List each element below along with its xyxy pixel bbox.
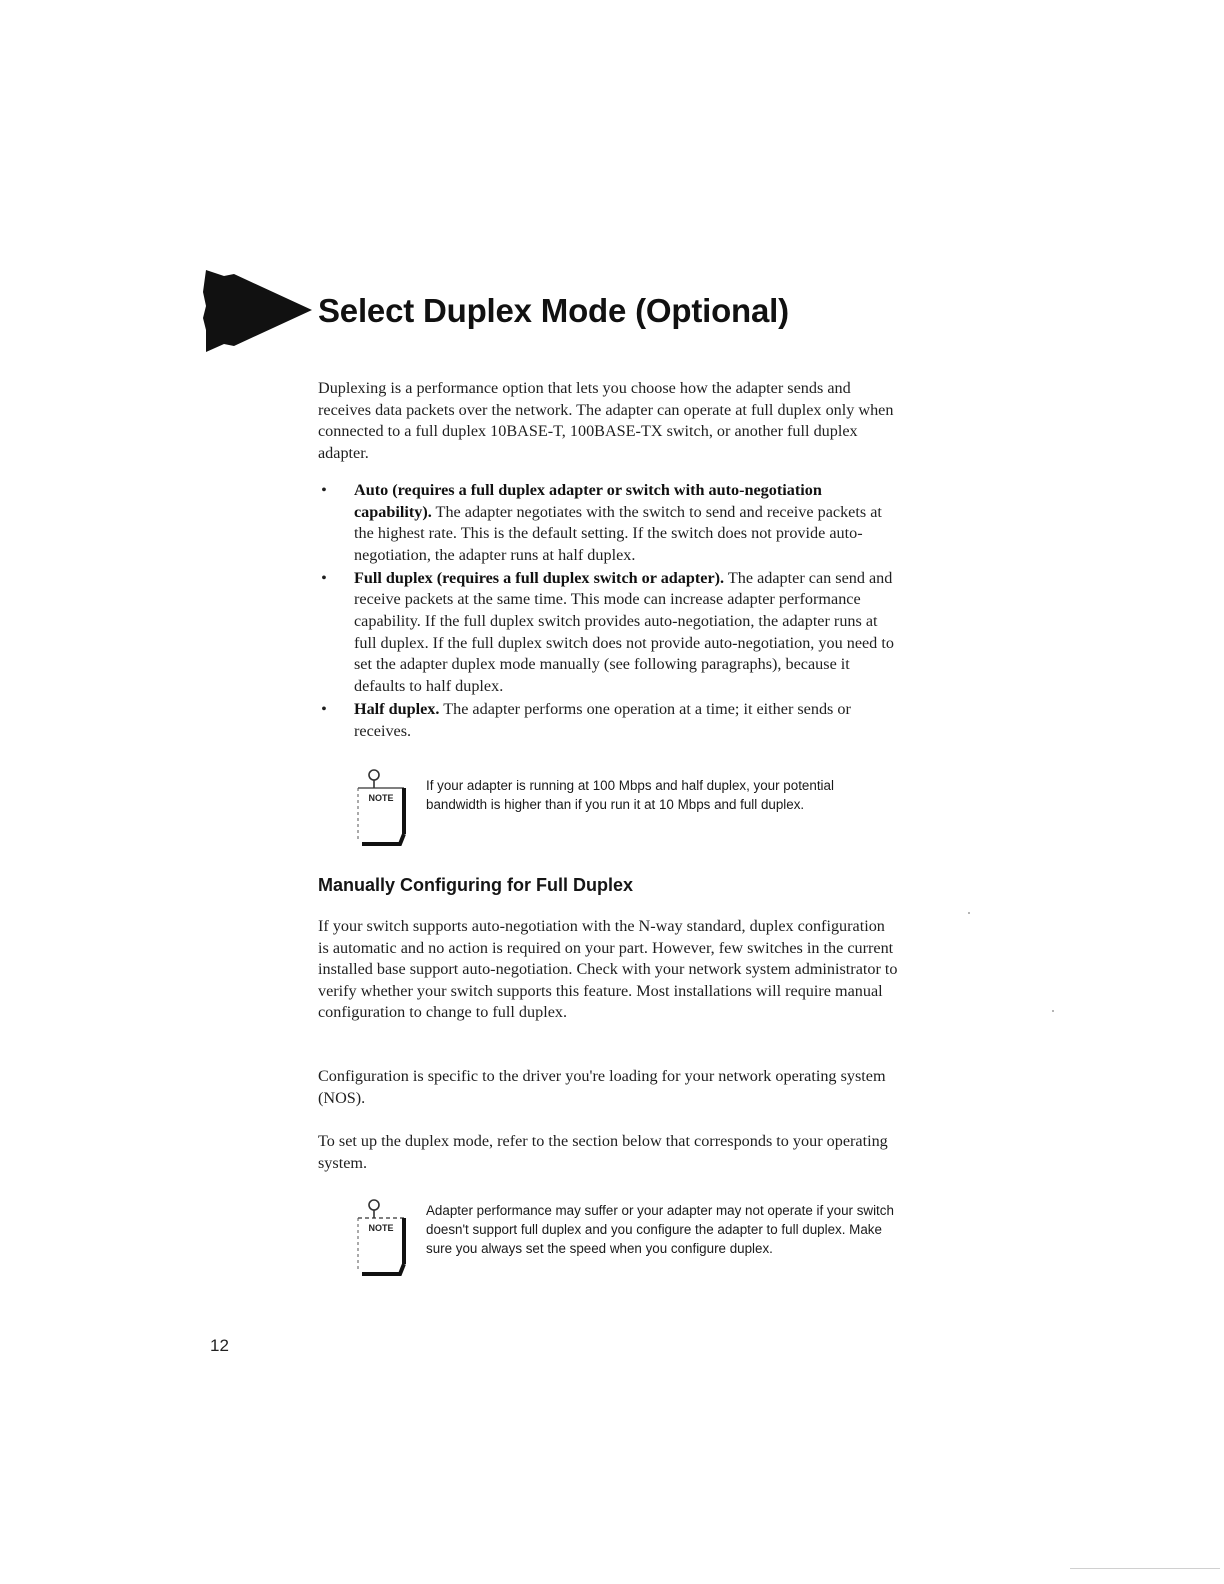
- body-paragraph: If your switch supports auto-negotiation with the N-way standard, duplex configuration is automatic and no action is required on your part. However, few switches in the current installed base support auto-negotiation. Check with your network system administrator to verify whether your switch supports this feature. Most installations will require manual configuration to change to full duplex.: [318, 917, 898, 1022]
- bullet-dot: •: [321, 568, 327, 587]
- note-text: If your adapter is running at 100 Mbps and half duplex, your potential bandwidth is higher than if you run it at 10 Mbps and full duplex.: [426, 778, 834, 812]
- scan-speck: [968, 912, 970, 914]
- note-icon-label: NOTE: [368, 793, 394, 803]
- intro-paragraph: Duplexing is a performance option that lets you choose how the adapter sends and receives data packets over the network. The adapter can operate at full duplex only when connected to a full duplex 10BASE-T, 100BASE-TX switch, or another full duplex adapter.: [318, 379, 894, 462]
- bullet-term: Full duplex (requires a full duplex switch or adapter).: [354, 568, 725, 587]
- bullet-description: The adapter performs one operation at a time; it either sends or receives.: [354, 699, 851, 740]
- note-icon: [354, 1196, 412, 1288]
- arrow-icon: [200, 268, 312, 354]
- body-paragraph: Configuration is specific to the driver you're loading for your network operating system (NOS).: [318, 1067, 886, 1107]
- bullet-term: Auto (requires a full duplex adapter or switch with auto-negotiation capability).: [354, 481, 822, 521]
- page-title: Select Duplex Mode (Optional): [318, 292, 789, 329]
- list-item: [318, 699, 898, 742]
- note-icon: [354, 766, 412, 858]
- list-item: [318, 568, 898, 698]
- bullet-description: The adapter negotiates with the switch to send and receive packets at the highest rate. This is the default setting. If the switch does not provide auto-negotiation, the adapter runs at half duplex.: [354, 502, 882, 564]
- section-heading: Manually Configuring for Full Duplex: [318, 875, 633, 895]
- scan-edge-line: [1070, 1568, 1220, 1569]
- bullet-dot: •: [321, 481, 327, 499]
- bullet-dot: •: [321, 699, 327, 718]
- bullet-term: Half duplex.: [354, 699, 440, 718]
- body-paragraph: To set up the duplex mode, refer to the section below that corresponds to your operating system.: [318, 1132, 888, 1172]
- page-number: 12: [210, 1336, 229, 1355]
- note-text: Adapter performance may suffer or your adapter may not operate if your switch doesn't support full duplex and you configure the adapter to full duplex. Make sure you always set the speed when you configure duplex.: [426, 1203, 894, 1256]
- list-item: [318, 480, 898, 566]
- duplex-mode-list: [318, 480, 898, 744]
- note-icon-label: NOTE: [368, 1223, 394, 1233]
- scan-speck: [1052, 1010, 1054, 1012]
- bullet-description: The adapter can send and receive packets at the same time. This mode can increase adapter performance capability. If the full duplex switch provides auto-negotiation, the adapter runs at full duplex. If the full duplex switch does not provide auto-negotiation, you need to set the adapter duplex mode manually (see following paragraphs), because it defaults to half duplex.: [354, 568, 894, 695]
